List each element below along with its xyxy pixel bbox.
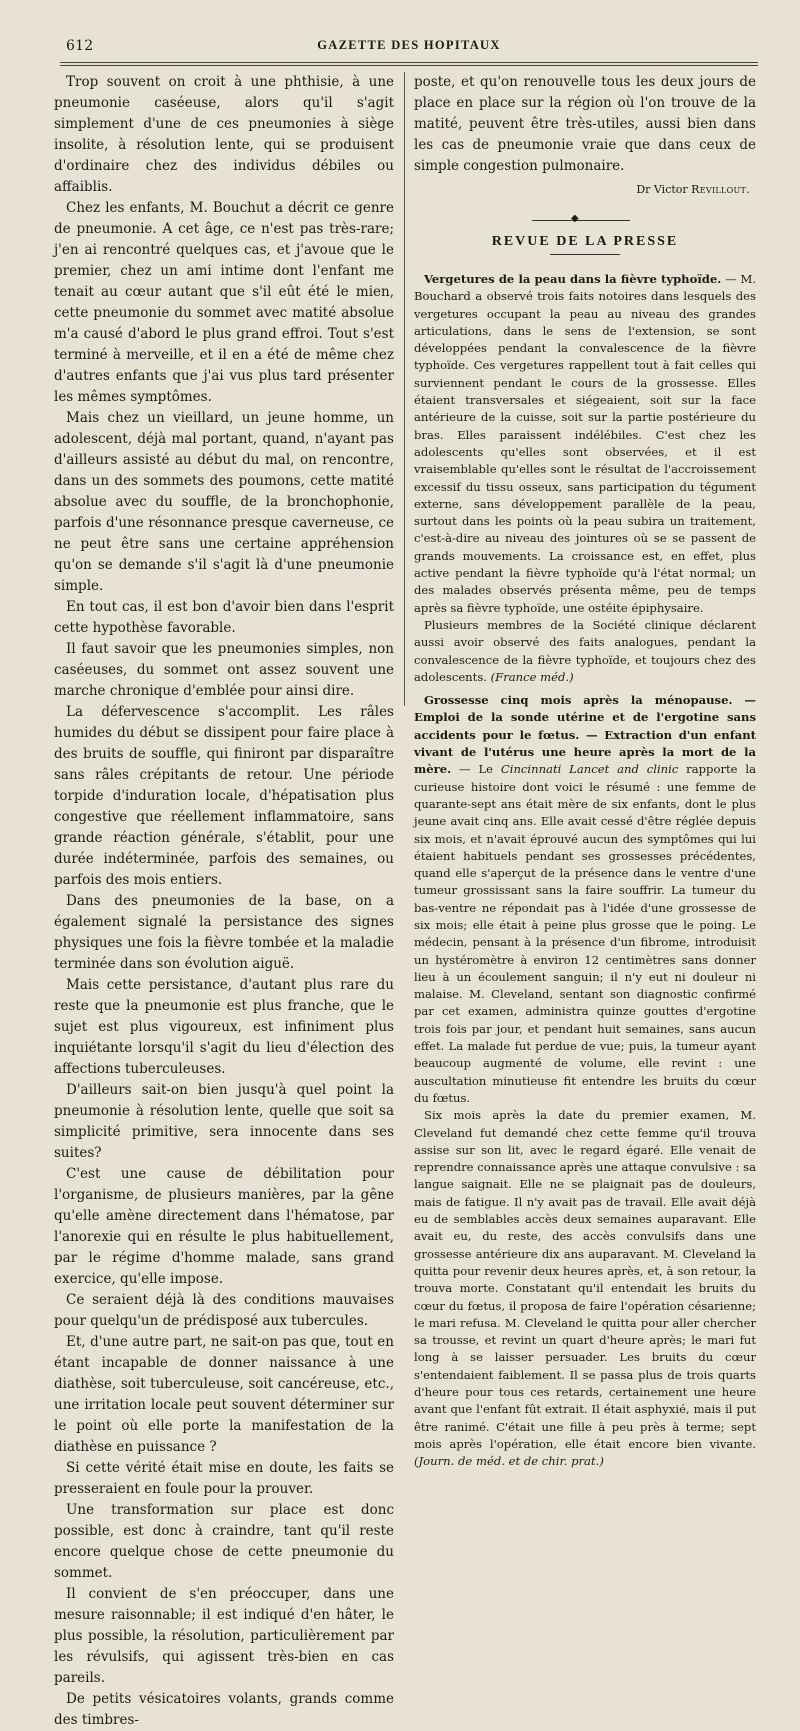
section-rule [550,254,620,255]
article-source: (France méd.) [490,669,574,684]
journal-name: Cincinnati Lancet and clinic [500,762,679,777]
article-paragraph [414,1107,756,1470]
article-text: — Le [451,762,501,777]
right-column [414,72,757,1469]
article-paragraph [414,692,756,1107]
paragraph: Si cette vérité était mise en doute, les faits se presseraient en foule pour la prouver. [54,1460,394,1497]
article-text: rapporte la curieuse histoire dont voici le résumé : une femme de quarante-sept ans était mère de six enfants, dont le plus jeune avait cinq ans. Elle avait cessé d'être réglée depuis six mois, et n'avait éprouvé aucun des symptômes qui lui étaient habituels pendant ses grossesses précédentes, quand elle s'aperçut de la présence dans le ventre d'une tumeur grossissant sans la faire souffrir. La tumeur du bas-ventre ne répondait pas à l'idée d'une grossesse de six mois; elle était à peine plus grosse que le poing. Le médecin, pensant à la présence d'un fibrome, introduisit un hystéromètre à environ 12 centimètres sans donner lieu à un écoulement sanguin; il n'y eut ni douleur ni malaise. M. Cleveland, sentant son diagnostic confirmé par cet examen, administra quinze gouttes d'ergotine trois fois par jour, et pendant huit semaines, sans aucun effet. La malade fut perdue de vue; puis, la tumeur ayant beaucoup augmenté de volume, elle revint : une auscultation minutieuse fit entendre les bruits du cœur du fœtus. [414,762,756,1105]
paragraph: Mais chez un vieillard, un jeune homme, un adolescent, déjà mal portant, quand, n'ayant pas d'ailleurs assisté au début du mal, on rencontre, dans un des sommets des poumons, cette matité absolue avec du souffle, de la bronchophonie, parfois d'une résonnance presque caverneuse, ce ne peut être sans une certaine appréhension qu'on se demande s'il s'agit là d'une pneumonie simple. [54,410,394,594]
article-source: (Journ. de méd. et de chir. prat.) [414,1454,604,1469]
paragraph: C'est une cause de débilitation pour l'organisme, de plusieurs manières, par la gêne qu'elle amène directement dans l'hématose, par l'anorexie qui en résulte le plus habituellement, par le régime d'homme malade, sans grand exercice, qu'elle impose. [54,1166,394,1287]
paragraph: En tout cas, il est bon d'avoir bien dans l'esprit cette hypothèse favorable. [54,599,394,636]
article-paragraph [414,271,756,617]
paragraph: Une transformation sur place est donc possible, est donc à craindre, tant qu'il reste encore quelque chose de cette pneumonie du sommet. [54,1502,394,1581]
paragraph: La défervescence s'accomplit. Les râles humides du début se dissipent pour faire place à des bruits de souffle, qui finiront par disparaître sans râles crépitants de retour. Une période torpide d'induration locale, d'hépatisation plus congestive que réellement inflammatoire, sans grande réaction générale, s'établit, pour une durée indéterminée, parfois des semaines, ou parfois des mois entiers. [54,704,394,888]
page-number: 612 [66,38,94,54]
paragraph: Ce seraient déjà là des conditions mauvaises pour quelqu'un de prédisposé aux tubercules. [54,1292,394,1329]
paragraph: Il convient de s'en préoccuper, dans une mesure raisonnable; il est indiqué d'en hâter, le plus possible, la résolution, particulièrement par les révulsifs, qui agissent très-bien en cas pareils. [54,1586,394,1686]
article-ending [414,72,756,200]
press-review [414,271,756,1470]
author-signature [414,179,756,200]
paragraph: Dans des pneumonies de la base, on a également signalé la persistance des signes physiques une fois la fièvre tombée et la maladie terminée dans son évolution aiguë. [54,893,394,972]
signature-name: Revillout. [691,183,750,196]
paragraph: Mais cette persistance, d'autant plus rare du reste que la pneumonie est plus franche, que le sujet est plus vigoureux, est infiniment plus inquiétante lorsqu'il s'agit du lieu d'élection des affections tuberculeuses. [54,977,394,1077]
page-header [60,34,758,58]
article-text: — M. Bouchard a observé trois faits notoires dans lesquels des vergetures occupant la peau au niveau des grandes articulations, dans le sens de l'extension, se sont développées pendant la convalescence de la fièvre typhoïde. Ces vergetures rappellent tout à fait celles qui surviennent pendant le cours de la grossesse. Elles étaient transversales et siégeaient, soit sur la face antérieure de la cuisse, soit sur la partie postérieure du bras. Elles paraissent indélébiles. C'est chez les adolescents qu'elles sont observées, et il est vraisemblable qu'elles sont le résultat de l'accroissement excessif du tissu osseux, sans participation du tégument externe, sans développement parallèle de la peau, surtout dans les points où la peau subira un traitement, c'est-à-dire au niveau des jointures où se se passent de grands mouvements. La croissance est, en effet, plus active pendant la fièvre typhoïde qu'à l'état normal; un des malades observés présenta même, peu de temps après sa fièvre typhoïde, une ostéite épiphysaire. [414,272,757,615]
journal-title: GAZETTE DES HOPITAUX [317,38,501,52]
paragraph: Trop souvent on croit à une phthisie, à une pneumonie caséeuse, alors qu'il s'agit simplement d'une de ces pneumonies à siège insolite, à résolution lente, qui se produisent d'ordinaire chez des individus débiles ou affaiblis. [54,74,394,195]
section-title: REVUE DE LA PRESSE [491,234,679,249]
column-divider [404,72,405,706]
left-column [54,72,394,1728]
diamond-icon: ◆ [571,213,579,224]
signature-prefix: Dr Victor [636,183,688,196]
header-rule [60,62,758,66]
paragraph: D'ailleurs sait-on bien jusqu'à quel point la pneumonie à résolution lente, quelle que soit sa simplicité primitive, sera innocente dans ses suites? [54,1082,394,1161]
paragraph: poste, et qu'on renouvelle tous les deux jours de place en place sur la région où l'on trouve de la matité, peuvent être très-utiles, aussi bien dans les cas de pneumonie vraie que dans ceux de simple congestion pulmonaire. [414,74,756,174]
article-title: Vergetures de la peau dans la fièvre typhoïde. [424,272,722,286]
article-text: Plusieurs membres de la Société clinique déclarent aussi avoir observé des faits analogues, pendant la convalescence de la fièvre typhoïde, et toujours chez des adolescents. [414,617,756,684]
article-title: Grossesse cinq mois après la ménopause. — Emploi de la sonde utérine et de l'ergotine sans accidents pour le fœtus. — Extraction d'un enfant vivant de l'utérus une heure après la mort de la mère. [414,693,756,777]
paragraph: Et, d'une autre part, ne sait-on pas que, tout en étant incapable de donner naissance à une diathèse, soit tuberculeuse, soit cancéreuse, etc., une irritation locale peut souvent déterminer sur le point où elle porte la manifestation de la diathèse en puissance ? [54,1334,394,1455]
section-ornament [414,214,756,228]
paragraph: Il faut savoir que les pneumonies simples, non caséeuses, du sommet ont assez souvent une marche chronique d'emblée pour ainsi dire. [54,641,394,699]
article-text: Six mois après la date du premier examen, M. Cleveland fut demandé chez cette femme qu'il trouva assise sur son lit, avec le regard égaré. Elle venait de reprendre connaissance après une attaque convulsive : sa langue saignait. Elle ne se plaignait pas de douleurs, mais de fatigue. Il n'y avait pas de travail. Elle avait déjà eu de semblables accès deux semaines auparavant. Elle avait eu, du reste, des accès convulsifs dans une grossesse antérieure dix ans auparavant. M. Cleveland la quitta pour revenir deux heures après, et, à son retour, la trouva morte. Constatant qu'il entendait les bruits du cœur du fœtus, il proposa de faire l'opération césarienne; le mari refusa. M. Cleveland le quitta pour aller chercher sa trousse, et revint un quart d'heure après; le mari fut long à se laisser persuader. Les bruits du cœur s'entendaient faiblement. Il se passa plus de trois quarts d'heure pour tous ces retards, certainement une heure avant que l'enfant fût extrait. Il était asphyxié, mais il put être ranimé. C'était une fille à peu près à terme; sept mois après l'opération, elle était encore bien vivante. [414,1108,756,1451]
paragraph: Chez les enfants, M. Bouchut a décrit ce genre de pneumonie. A cet âge, ce n'est pas très-rare; j'en ai rencontré quelques cas, et j'avoue que le premier, chez un ami intime dont l'enfant me tenait au cœur autant que s'il eût été le mien, cette pneumonie du sommet avec matité absolue m'a causé d'abord le plus grand effroi. Tout s'est terminé à merveille, et il en a été de même chez d'autres enfants que j'ai vus plus tard présenter les mêmes symptômes. [54,200,394,405]
article-paragraph [414,617,756,686]
paragraph: De petits vésicatoires volants, grands comme des timbres- [54,1691,394,1728]
